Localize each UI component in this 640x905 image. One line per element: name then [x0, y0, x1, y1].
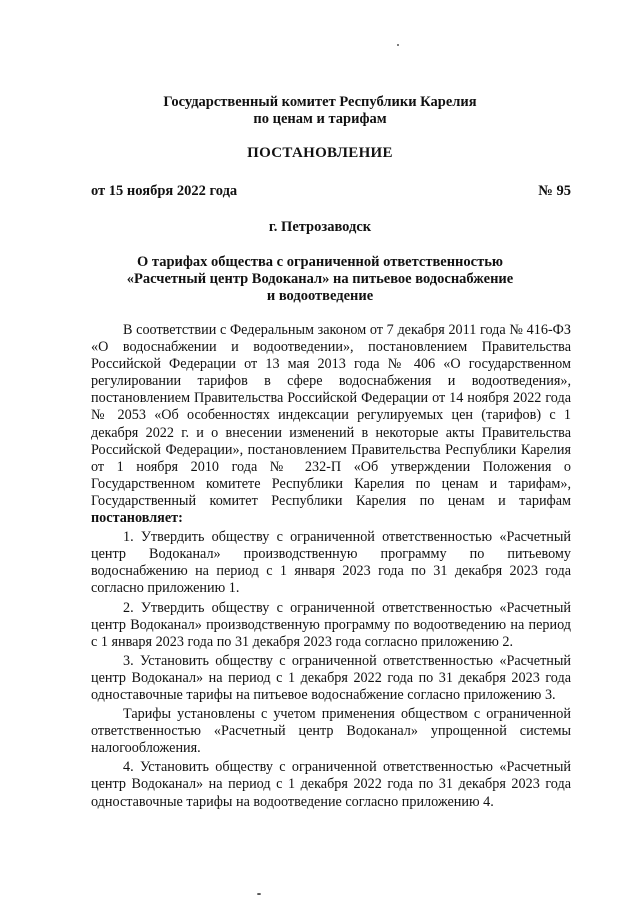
doc-title-line3: и водоотведение — [266, 288, 374, 304]
tax-note-paragraph: Тарифы установлены с учетом применения обществом с ограниченной ответственностью «Расчетный центр Водоканал» упрощенной системы налогообложения. — [91, 706, 571, 757]
preamble-text: В соответствии с Федеральным законом от 7 декабря 2011 года № 416-ФЗ «О водоснабжении и водоотведении», постановлением Правительства Российской Федерации от 13 мая 2013 года № 406 «О государственном регулировании тарифов в сфере водоснабжения и водоотведения», постановлением Правительства Российской Федерации от 14 ноября 2022 года № 2053 «Об особенностях индексации регулируемых цен (тарифов) с 1 декабря 2022 г. и о внесении изменений в некоторые акты Правительства Российской Федерации», постановлением Правительства Республики Карелия от 1 ноября 2010 года № 232-П «Об утверждении Положения о Государственном комитете Республики Карелия по ценам и тарифам», Государственный комитет Республики Карелия по ценам и тарифам — [91, 322, 571, 509]
doc-title-line1: О тарифах общества с ограниченной ответственностью — [137, 254, 503, 270]
preamble-paragraph — [91, 322, 571, 527]
doc-date: от 15 ноября 2022 года — [91, 183, 238, 199]
decides-keyword: постановляет: — [91, 510, 183, 527]
org-name-line1: Государственный комитет Республики Карелия — [163, 94, 477, 110]
doc-city: г. Петрозаводск — [268, 219, 372, 235]
item-3-paragraph: 3. Установить обществу с ограниченной ответственностью «Расчетный центр Водоканал» на период с 1 декабря 2022 года по 31 декабря 2023 года одноставочные тарифы на питьевое водоснабжение согласно приложению 3. — [91, 652, 571, 703]
doc-title-line2: «Расчетный центр Водоканал» на питьевое водоснабжение — [126, 271, 514, 287]
item-1-paragraph: 1. Утвердить обществу с ограниченной ответственностью «Расчетный центр Водоканал» производственную программу по питьевому водоснабжению на период с 1 января 2023 года по 31 декабря 2023 года согласно приложению 1. — [91, 529, 571, 597]
scan-speck — [397, 44, 399, 46]
item-4-paragraph: 4. Установить обществу с ограниченной ответственностью «Расчетный центр Водоканал» на период с 1 декабря 2022 года по 31 декабря 2023 года одноставочные тарифы на водоотведение согласно приложению 4. — [91, 759, 571, 810]
doc-number: № 95 — [538, 183, 571, 199]
item-2-paragraph: 2. Утвердить обществу с ограниченной ответственностью «Расчетный центр Водоканал» производственную программу по водоотведению на период с 1 января 2023 года по 31 декабря 2023 года согласно приложению 2. — [91, 599, 571, 650]
document-body — [91, 322, 571, 811]
org-name-line2: по ценам и тарифам — [253, 111, 387, 127]
scan-speck — [257, 893, 261, 895]
doc-type-heading: ПОСТАНОВЛЕНИЕ — [247, 145, 393, 161]
